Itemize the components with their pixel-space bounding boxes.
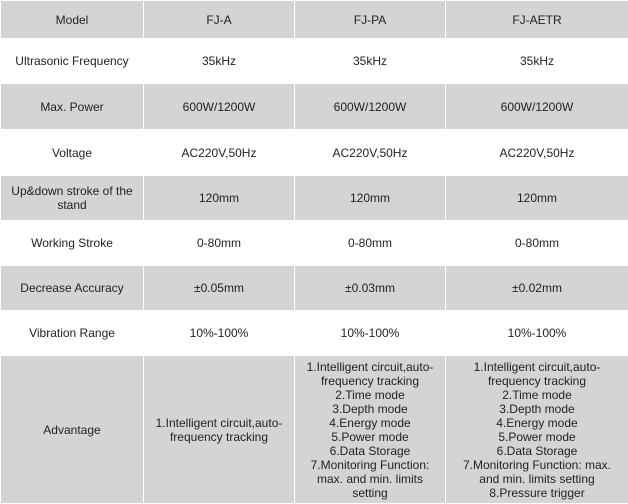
cell-fj-a: 0-80mm [144,221,295,266]
advantage-line: 5.Power mode [299,430,441,444]
row-label [1,176,144,221]
advantage-line: frequency tracking [450,374,624,388]
advantage-line: 6.Data Storage [450,444,624,458]
row-voltage [1,130,628,176]
cell-fj-pa: 120mm [295,176,446,221]
advantage-line: 8.Pressure trigger [450,486,624,500]
cell-fj-pa: AC220V,50Hz [295,130,446,176]
advantage-line: setting [299,486,441,500]
cell-fj-a: 10%-100% [144,311,295,356]
row-ultrasonic-frequency [1,39,628,84]
cell-fj-pa: 0-80mm [295,221,446,266]
row-stand-stroke [1,176,628,221]
advantage-line: 7.Monitoring Function: max. [450,458,624,472]
advantage-line: frequency tracking [148,430,290,444]
advantage-line: 6.Data Storage [299,444,441,458]
cell-fj-aetr: 10%-100% [446,311,628,356]
cell-fj-a: 35kHz [144,39,295,84]
cell-fj-a: 600W/1200W [144,84,295,130]
advantage-line: 2.Time mode [450,388,624,402]
cell-fj-pa: ±0.03mm [295,266,446,311]
row-label: Vibration Range [1,311,144,356]
advantage-line: 1.Intelligent circuit,auto- [148,416,290,430]
model-fj-aetr-header: FJ-AETR [446,1,628,39]
row-vibration-range [1,311,628,356]
cell-fj-aetr: 35kHz [446,39,628,84]
advantage-fj-a [144,356,295,504]
cell-fj-pa: 35kHz [295,39,446,84]
model-header-label: Model [1,1,144,39]
row-label-line-1: Up&down stroke of the [11,184,132,198]
advantage-label: Advantage [1,356,144,504]
cell-fj-aetr: 600W/1200W [446,84,628,130]
row-label: Max. Power [1,84,144,130]
row-label: Working Stroke [1,221,144,266]
row-advantage [1,356,628,504]
cell-fj-pa: 600W/1200W [295,84,446,130]
advantage-line: 5.Power mode [450,430,624,444]
advantage-line: 1.Intelligent circuit,auto- [450,360,624,374]
cell-fj-aetr: 120mm [446,176,628,221]
advantage-line: 4.Energy mode [299,416,441,430]
advantage-line: and min. limits setting [450,472,624,486]
row-max-power [1,84,628,130]
advantage-fj-pa [295,356,446,504]
advantage-line: 3.Depth mode [450,402,624,416]
advantage-line: max. and min. limits [299,472,441,486]
cell-fj-a: 120mm [144,176,295,221]
header-row [1,1,628,39]
advantage-line: 2.Time mode [299,388,441,402]
cell-fj-aetr: AC220V,50Hz [446,130,628,176]
row-label: Decrease Accuracy [1,266,144,311]
advantage-line: 4.Energy mode [450,416,624,430]
cell-fj-a: ±0.05mm [144,266,295,311]
advantage-line: 7.Monitoring Function: [299,458,441,472]
advantage-fj-aetr [446,356,628,504]
row-label: Voltage [1,130,144,176]
advantage-line: frequency tracking [299,374,441,388]
model-fj-a-header: FJ-A [144,1,295,39]
row-decrease-accuracy [1,266,628,311]
model-fj-pa-header: FJ-PA [295,1,446,39]
cell-fj-a: AC220V,50Hz [144,130,295,176]
advantage-line: 3.Depth mode [299,402,441,416]
row-label: Ultrasonic Frequency [1,39,144,84]
advantage-line: 1.Intelligent circuit,auto- [299,360,441,374]
row-working-stroke [1,221,628,266]
cell-fj-pa: 10%-100% [295,311,446,356]
row-label-line-2: stand [57,198,86,212]
cell-fj-aetr: ±0.02mm [446,266,628,311]
cell-fj-aetr: 0-80mm [446,221,628,266]
